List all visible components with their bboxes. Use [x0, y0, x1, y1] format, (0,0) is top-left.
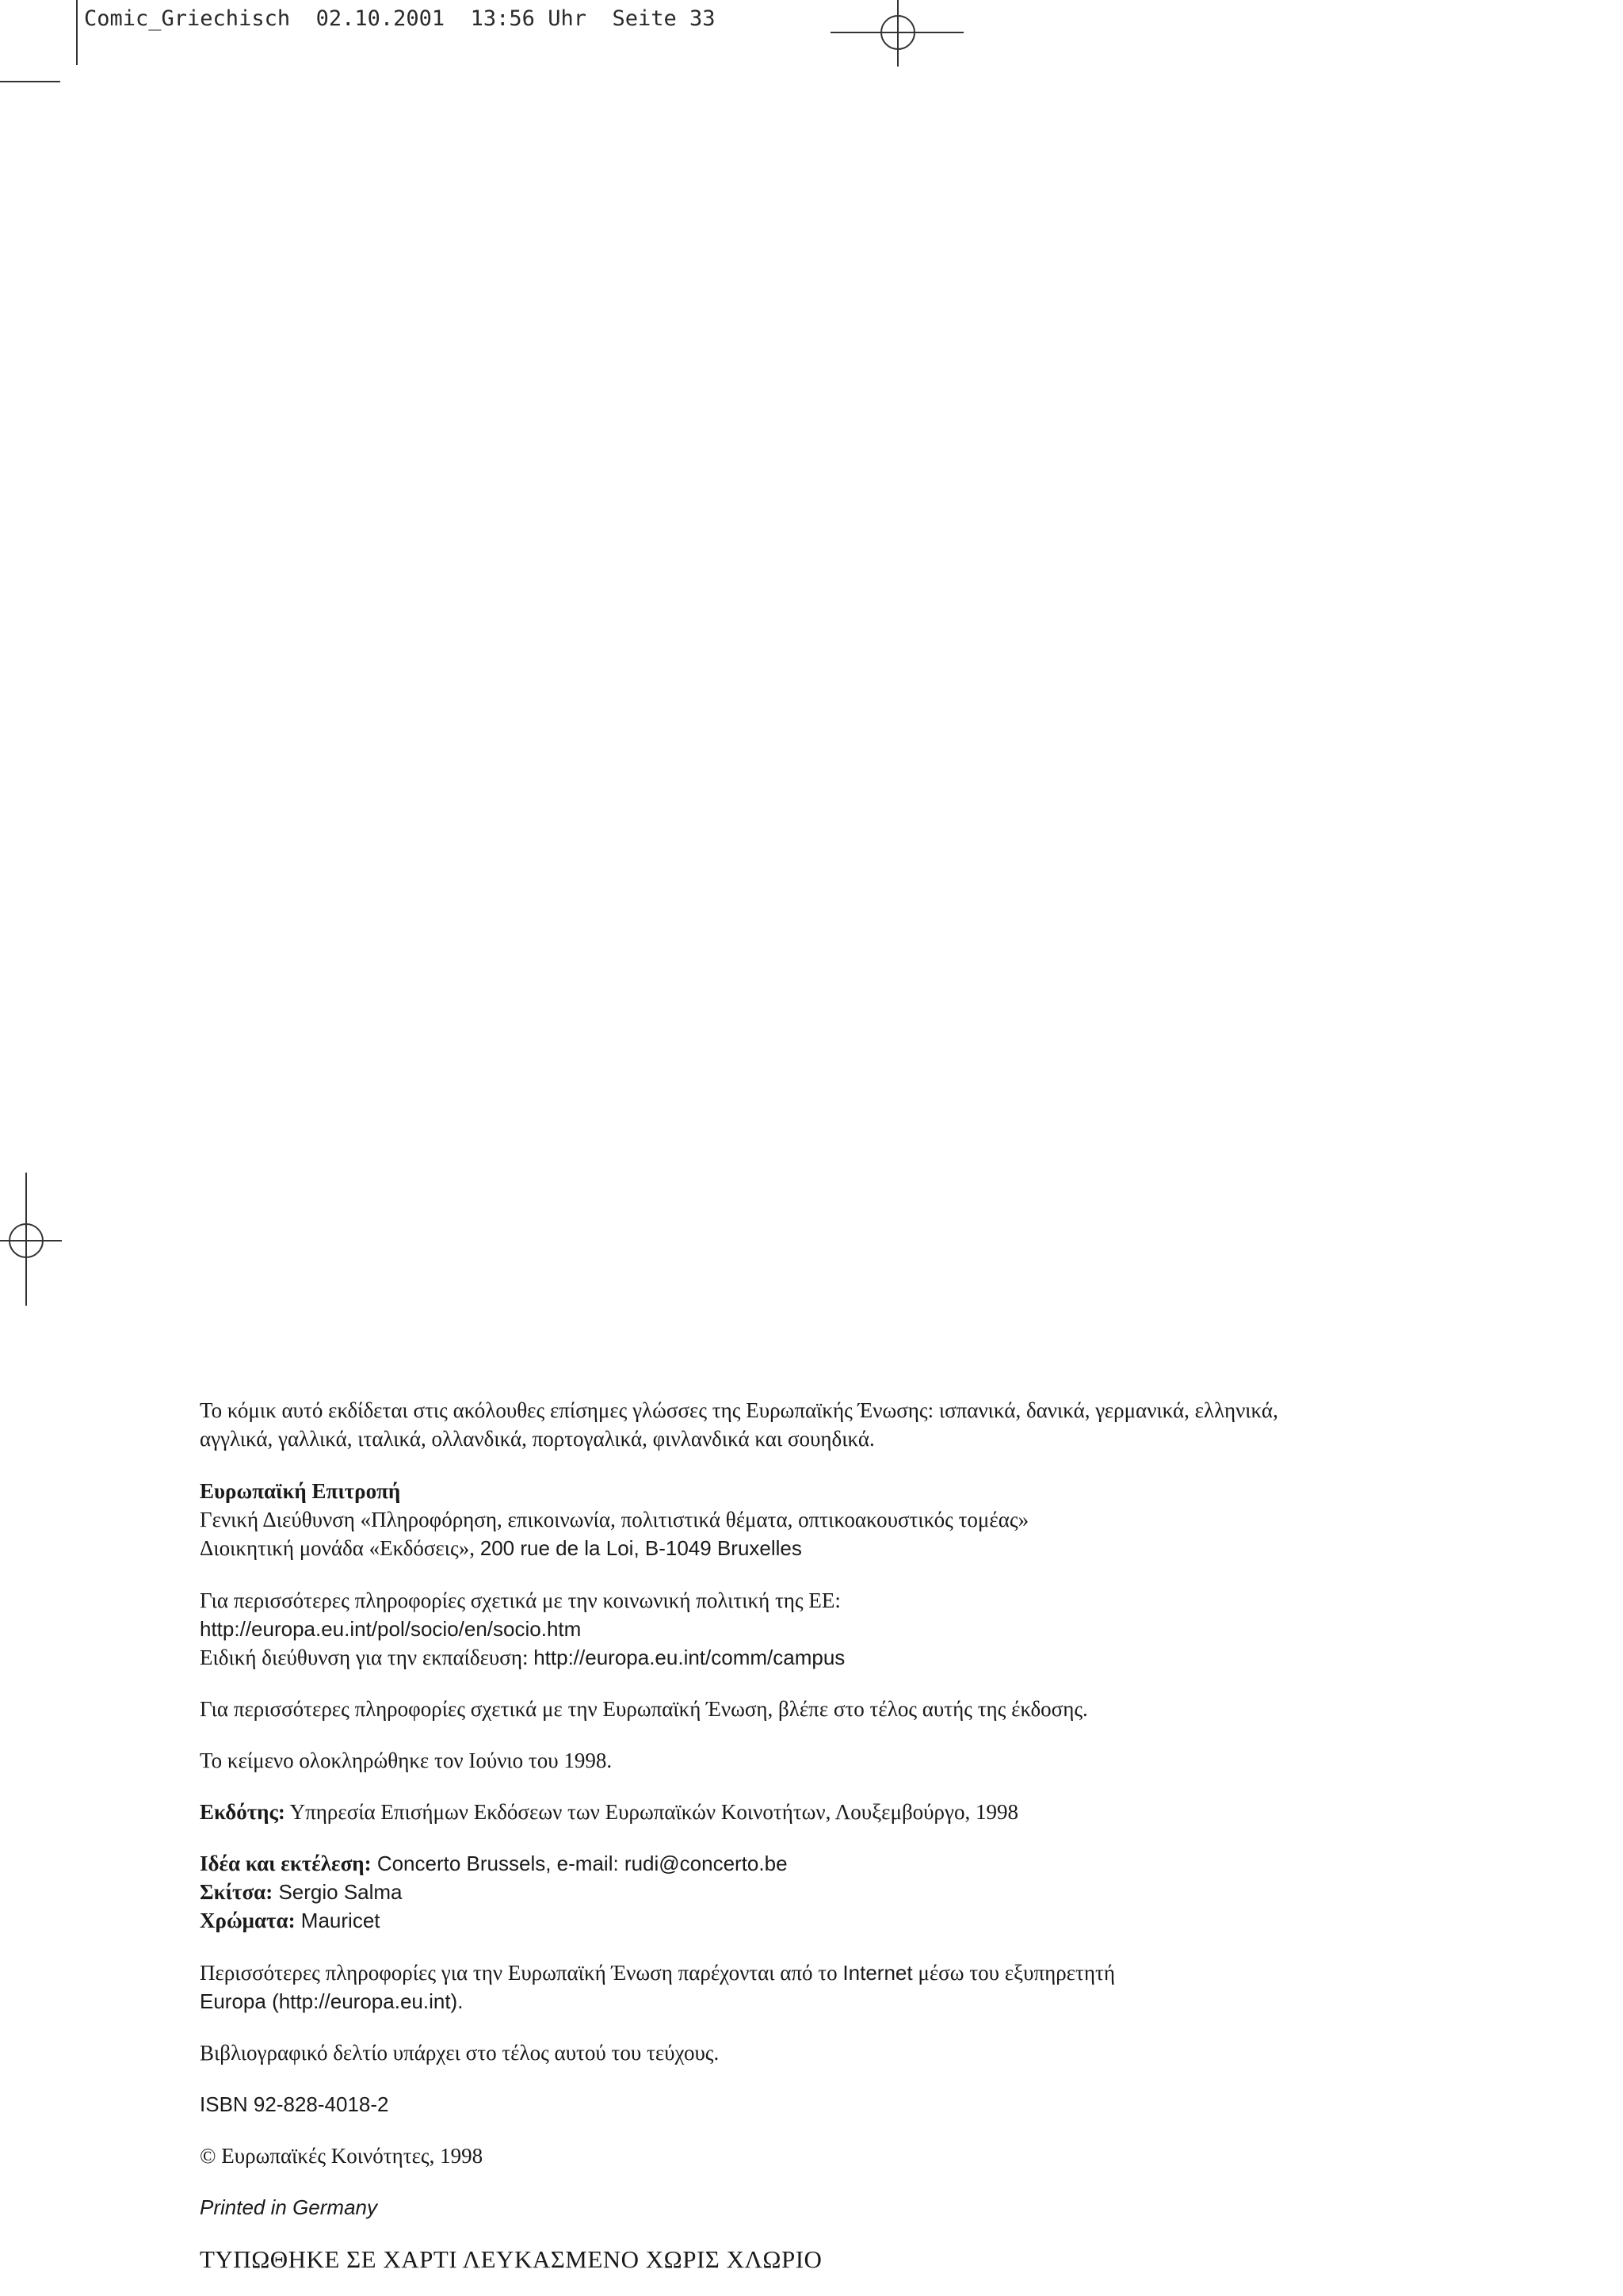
colours-line [200, 1906, 1499, 1935]
crop-mark-top-left-vertical [76, 0, 78, 65]
unit-label: Διοικητική μονάδα «Εκδόσεις», [200, 1536, 480, 1560]
languages-line: Το κόμικ αυτό εκδίδεται στις ακόλουθες επίσημες γλώσσες της Ευρωπαϊκής Ένωσης: ισπανικά, δανικά, γερμανικά, ελληνικά, [200, 1398, 1278, 1422]
paper-note: ΤΥΠΩΘΗΚΕ ΣΕ ΧΑΡΤΙ ΛΕΥΚΑΣΜΕΝΟ ΧΩΡΙΣ ΧΛΩΡΙΟ [200, 2245, 823, 2273]
more-info-paragraph [200, 1586, 1499, 1672]
colours-label: Χρώματα: [200, 1909, 296, 1932]
education-line [200, 1643, 1499, 1672]
internet-part2: μέσω του εξυπηρετητή [912, 1961, 1115, 1985]
bibliography-paragraph: Βιβλιογραφικό δελτίο υπάρχει στο τέλος αυτού του τεύχους. [200, 2041, 720, 2065]
sketches-line [200, 1878, 1499, 1906]
unit-line [200, 1534, 1499, 1562]
internet-line [200, 1958, 1499, 1987]
directorate-line: Γενική Διεύθυνση «Πληροφόρηση, επικοινωνία, πολιτιστικά θέματα, οπτικοακουστικός τομέας» [200, 1508, 1029, 1531]
internet-paragraph [200, 1958, 1499, 2016]
commission-heading: Ευρωπαϊκή Επιτροπή [200, 1479, 401, 1503]
publisher-value: Υπηρεσία Επισήμων Εκδόσεων των Ευρωπαϊκών Κοινοτήτων, Λουξεμβούργο, 1998 [285, 1800, 1018, 1824]
languages-line: αγγλικά, γαλλικά, ιταλικά, ολλανδικά, πορτογαλικά, φινλανδικά και σουηδικά. [200, 1427, 875, 1451]
publisher-label: Εκδότης: [200, 1800, 285, 1824]
europa-line: Europa (http://europa.eu.int). [200, 1989, 464, 2013]
education-url: http://europa.eu.int/comm/campus [533, 1646, 846, 1669]
crop-mark-top-left-horizontal [0, 81, 60, 82]
idea-label: Ιδέα και εκτέλεση: [200, 1852, 372, 1875]
languages-paragraph [200, 1396, 1499, 1453]
print-slug: Comic_Griechisch 02.10.2001 13:56 Uhr Seite 33 [84, 6, 716, 31]
imprint-block [200, 1396, 1499, 2274]
idea-value: Concerto Brussels, e-mail: rudi@concerto.be [371, 1852, 788, 1875]
sketches-value: Sergio Salma [273, 1880, 403, 1904]
registration-mark-icon [880, 15, 915, 50]
credits-paragraph [200, 1849, 1499, 1935]
internet-word: Internet [842, 1961, 913, 1985]
isbn-line: ISBN 92-828-4018-2 [200, 2092, 389, 2116]
colours-value: Mauricet [295, 1909, 380, 1932]
internet-part1: Περισσότερες πληροφορίες για την Ευρωπαϊκή Ένωση παρέχονται από το [200, 1961, 843, 1985]
idea-line [200, 1849, 1499, 1878]
publisher-paragraph [200, 1798, 1499, 1826]
eu-info-paragraph: Για περισσότερες πληροφορίες σχετικά με την Ευρωπαϊκή Ένωση, βλέπε στο τέλος αυτής της έκδοσης. [200, 1697, 1088, 1721]
commission-paragraph [200, 1477, 1499, 1562]
sketches-label: Σκίτσα: [200, 1880, 273, 1904]
education-label: Ειδική διεύθυνση για την εκπαίδευση: [200, 1646, 534, 1669]
registration-mark-icon [9, 1223, 44, 1258]
printed-line: Printed in Germany [200, 2195, 377, 2219]
social-policy-line: Για περισσότερες πληροφορίες σχετικά με την κοινωνική πολιτική της ΕΕ: [200, 1589, 841, 1612]
copyright-line: © Ευρωπαϊκές Κοινότητες, 1998 [200, 2144, 483, 2168]
unit-address: 200 rue de la Loi, B-1049 Bruxelles [479, 1536, 802, 1560]
completed-paragraph: Το κείμενο ολοκληρώθηκε τον Ιούνιο του 1998. [200, 1749, 613, 1772]
social-policy-url: http://europa.eu.int/pol/socio/en/socio.htm [200, 1617, 582, 1641]
